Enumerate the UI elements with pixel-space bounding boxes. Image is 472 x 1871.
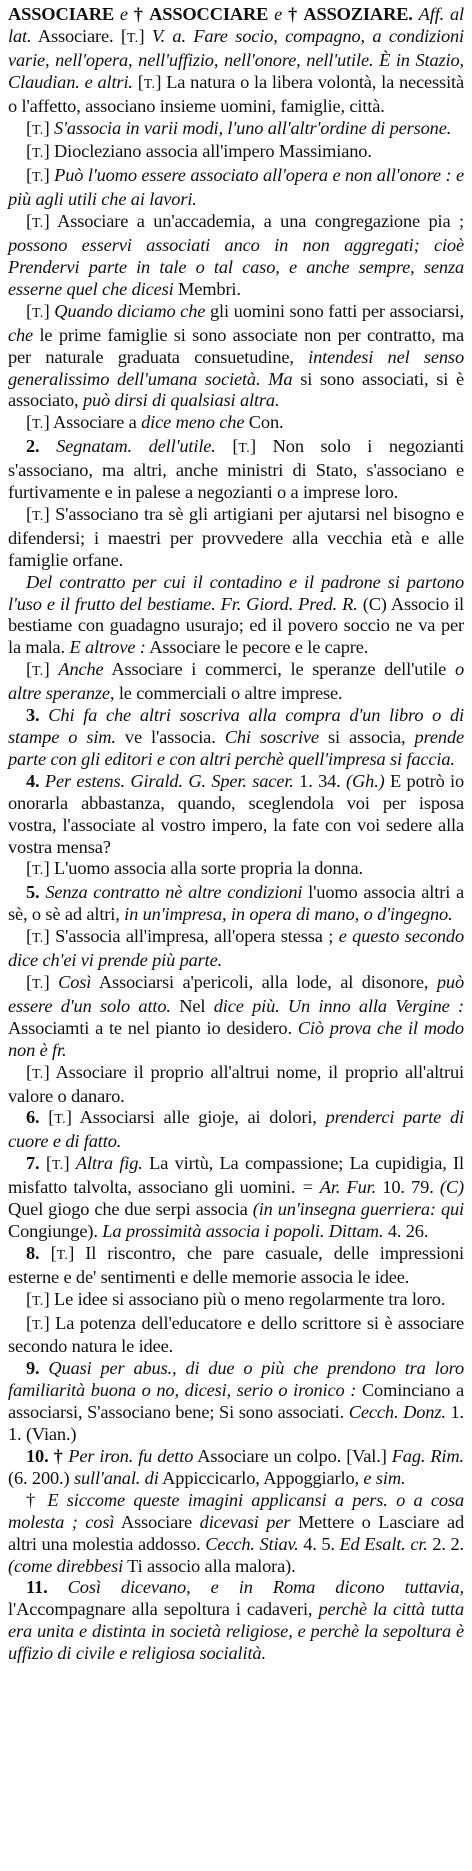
paragraph: [T.] Quando diciamo che gli uomini sono fatti per associarsi, che le prime famiglie si sono associate non per contratto, ma per naturale graduata consuetudine, intendesi nel senso generalissimo dell'umana società. Ma si sono associati, si è associato, può dirsi di qualsiasi altra. xyxy=(8,300,464,411)
paragraph: [T.] Le idee si associano più o meno regolarmente tra loro. xyxy=(26,1288,446,1309)
definition-source: È in Stazio, Claudian. e altri. xyxy=(8,49,464,92)
paragraph: [T.] Diocleziano associa all'impero Massimiano. xyxy=(26,141,372,162)
paragraph: [T.] Anche Associare i commerci, le speranze dell'utile o altre speranze, le commerciali o altre imprese. xyxy=(8,659,464,704)
entry-head: ASSOCIARE e † ASSOCCIARE e † ASSOZIARE. Aff. al lat. Associare. [T.] V. a. Fare socio, compagno, a condizioni varie, nell'opera, nell'uffizio, nell'onore, nell'utile. È in Stazio, Claudian. e altri. [T.] La natura o la libera volontà, la necessità o l'affetto, associano insieme uomini, famiglie, città. xyxy=(8,4,464,116)
sense-10: 10. † Per iron. fu detto Associare un colpo. [Val.] Fag. Rim. (6. 200.) sull'anal. di Appiccicarlo, Appoggiarlo, e sim. xyxy=(8,1446,464,1488)
paragraph: [T.] S'associano tra sè gli artigiani per ajutarsi nel bisogno e difendersi; i maestri per provvedere alla vecchia età e alle famiglie orfane. xyxy=(8,503,464,570)
sense-4: 4. Per estens. Girald. G. Sper. sacer. 1. 34. (Gh.) E potrò io onorarla abbastanza, quando, sceglendola voi per isposa vostra, l'associate al vostro impero, la fate con voi sedere alla vostra mensa? xyxy=(8,770,465,857)
sense-6: 6. [T.] Associarsi alle gioje, ai dolori, prenderci parte di cuore e di fatto. xyxy=(8,1107,464,1152)
paragraph: [T.] La potenza dell'educatore e dello scrittore si è associare secondo natura le idee. xyxy=(8,1312,464,1357)
sense-3: 3. Chi fa che altri soscriva alla compra d'un libro o di stampe o sim. ve l'associa. Chi soscrive si associa, prende parte con gli editori e con altri perchè quell'impresa si faccia. xyxy=(8,705,465,769)
paragraph: [T.] Può l'uomo essere associato all'opera e non all'onore : e più agli utili che ai lavori. xyxy=(8,165,464,210)
paragraph: [T.] S'associa all'impresa, all'opera stessa ; e questo secondo dice ch'ei vi prende più parte. xyxy=(8,926,464,971)
grammar-label: V. a. xyxy=(151,25,186,46)
paragraph: † E siccome queste imagini applicansi a pers. o a cosa molesta ; così Associare dicevasi per Mettere o Lasciare ad altri una molestia addosso. Cecch. Stiav. 4. 5. Ed Esalt. cr. 2. 2. (come direbbesi Ti associo alla malora). xyxy=(8,1489,465,1576)
sense-11: 11. Così dicevano, e in Roma dicono tuttavia, l'Accompagnare alla sepoltura i cadaveri, perchè la città tutta era unita e distinta in società religiose, e perchè la sepoltura è uffizio di civile e religiosa socialità. xyxy=(8,1577,464,1664)
paragraph: [T.] L'uomo associa alla sorte propria la donna. xyxy=(26,858,363,879)
paragraph: [T.] Così Associarsi a'pericoli, alla lode, al disonore, può essere d'un solo atto. Nel dice più. Un inno alla Vergine : Associamti a te nel pianto io desidero. Ciò prova che il modo non è fr. xyxy=(8,971,465,1060)
headword: ASSOCIARE xyxy=(8,4,114,24)
sense-7: 7. [T.] Altra fig. La virtù, La compassione; La cupidigia, Il misfatto talvolta, associano gli uomini. = Ar. Fur. 10. 79. (C) Quel giogo che due serpi associa (in un'insegna guerriera: qui Congiunge). La prossimità associa i popoli. Dittam. 4. 26. xyxy=(8,1153,464,1241)
paragraph: Del contratto per cui il contadino e il padrone si partono l'uso e il frutto del bestiame. Fr. Giord. Pred. R. (C) Associo il bestiame con guadagno usurajo; ed il povero soccio ne va per la mala. E altrove : Associare le pecore e le capre. xyxy=(8,571,464,658)
sense-2: 2. Segnatam. dell'utile. [T.] Non solo i negozianti s'associano, ma altri, anche ministri di Stato, s'associano e furtivamente e in palese a negozianti o a imprese loro. xyxy=(8,436,464,503)
etymology: Aff. al lat. xyxy=(8,4,464,46)
paragraph: [T.] Associare il proprio all'altrui nome, il proprio all'altrui valore o danaro. xyxy=(8,1061,464,1106)
headword-variant: † ASSOZIARE. xyxy=(288,4,413,24)
sense-8: 8. [T.] Il riscontro, che pare casuale, delle impressioni esterne e de' sentimenti e delle memorie associa le idee. xyxy=(8,1242,464,1287)
definition: Fare socio, compagno, a condizioni varie, nell'opera, nell'uffizio, nell'onore, nell'utile. xyxy=(8,25,464,70)
paragraph: [T.] Associare a un'accademia, a una congregazione pia ; possono esservi associati anco in non aggregati; cioè Prendervi parte in tale o tal caso, e anche sempre, senza esserne quel che dicesi Membri. xyxy=(8,211,464,299)
headword-variant: † ASSOCCIARE xyxy=(133,4,269,24)
paragraph: [T.] Associare a dice meno che Con. xyxy=(26,412,284,433)
paragraph: [T.] S'associa in varii modi, l'uno all'altr'ordine di persone. xyxy=(26,117,452,138)
sense-9: 9. Quasi per abus., di due o più che prendono tra loro familiarità buona o no, dicesi, serio o ironico : Cominciano a associarsi, S'associano bene; Si sono associati. Cecch. Donz. 1. 1. (Vian.) xyxy=(8,1358,465,1445)
sense-5: 5. Senza contratto nè altre condizioni l'uomo associa altri a sè, o sè ad altri, in un'impresa, in opera di mano, o d'ingegno. xyxy=(8,882,464,925)
